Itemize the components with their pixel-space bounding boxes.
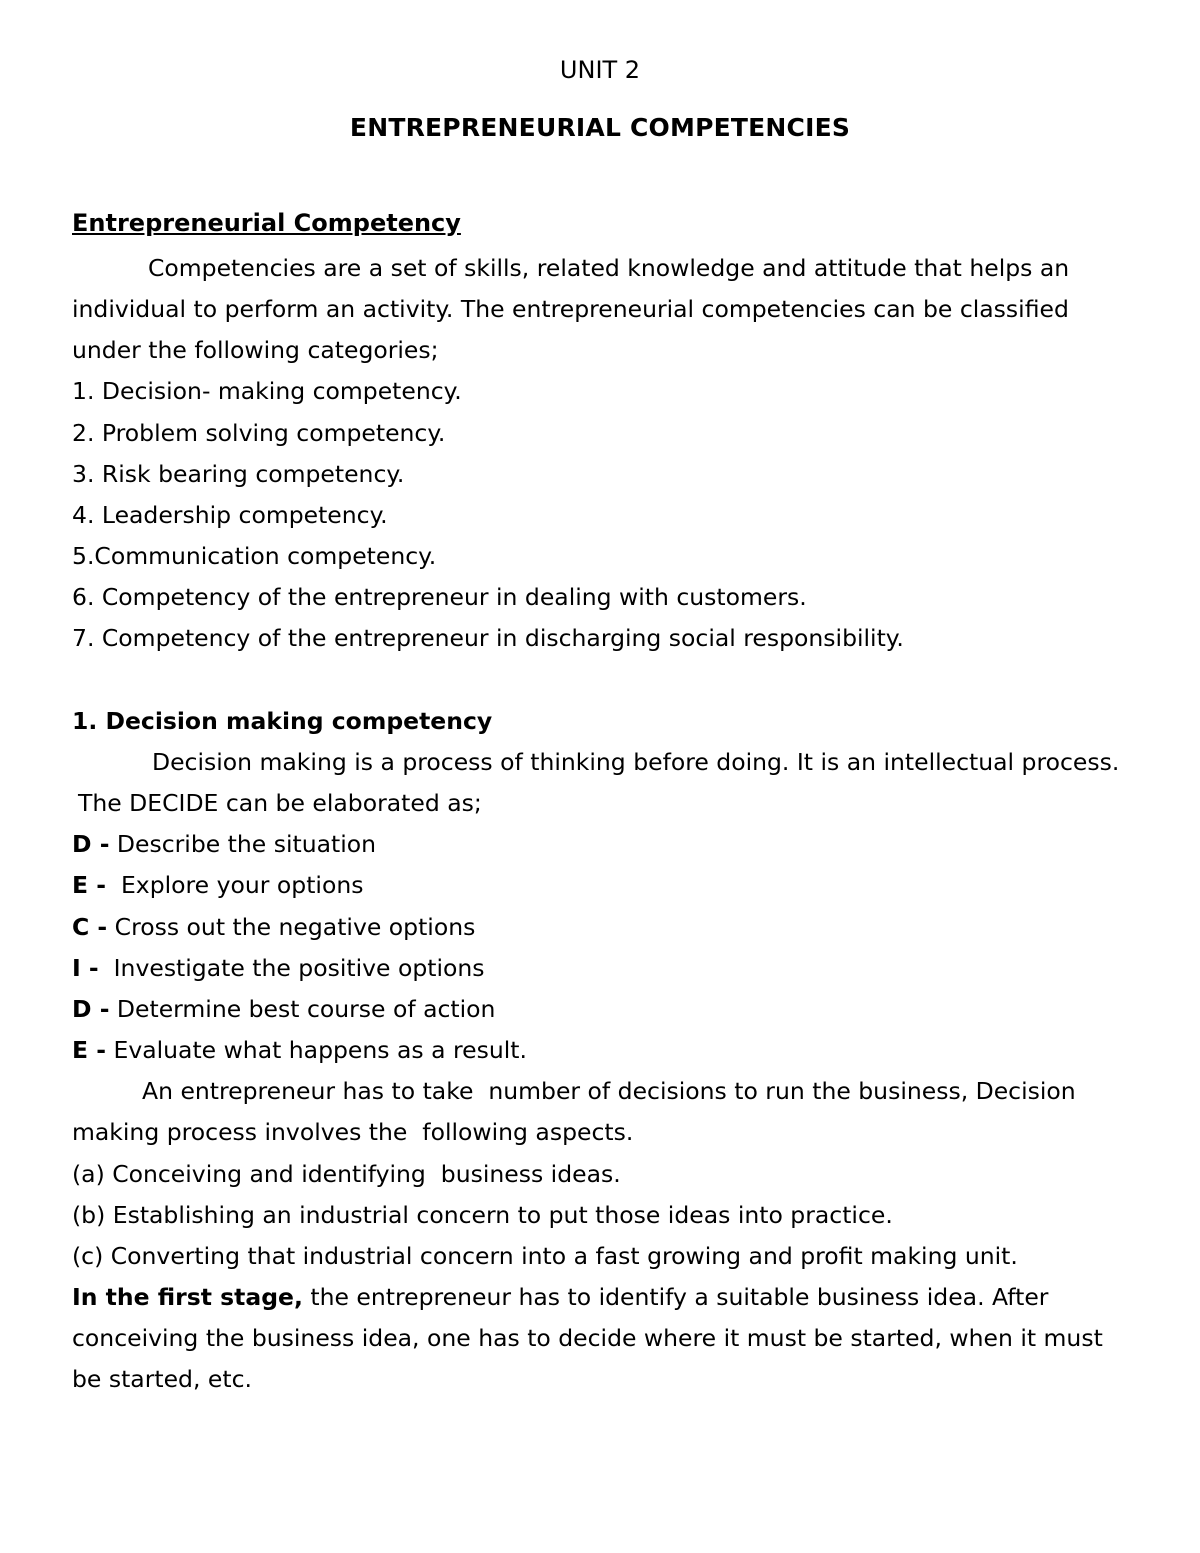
section-heading: Entrepreneurial Competency [72, 209, 461, 237]
decide-letter: D - [72, 995, 110, 1023]
intro-line: individual to perform an activity. The entrepreneurial competencies can be classified [72, 295, 1069, 323]
decide-text: Determine best course of action [109, 995, 496, 1023]
aspect-item: (c) Converting that industrial concern into a fast growing and profit making unit. [72, 1242, 1018, 1270]
decide-text: Explore your options [106, 871, 364, 899]
decide-letter: I - [72, 954, 99, 982]
first-stage-line: conceiving the business idea, one has to decide where it must be started, when it must [72, 1324, 1103, 1352]
first-stage-lead: In the first stage, [72, 1283, 303, 1311]
category-item: 6. Competency of the entrepreneur in dealing with customers. [72, 583, 807, 611]
decide-text: Describe the situation [109, 830, 377, 858]
decision-intro-line: The DECIDE can be elaborated as; [78, 789, 482, 817]
category-item: 2. Problem solving competency. [72, 419, 446, 447]
category-item: 5.Communication competency. [72, 542, 437, 570]
page-title: ENTREPRENEURIAL COMPETENCIES [349, 113, 851, 142]
decide-item [72, 829, 376, 859]
first-stage-text: the entrepreneur has to identify a suitable business idea. After [302, 1283, 1049, 1311]
decide-letter: C - [72, 913, 108, 941]
first-stage-line [72, 1282, 1048, 1312]
category-item: 7. Competency of the entrepreneur in discharging social responsibility. [72, 624, 904, 652]
decide-text: Investigate the positive options [98, 954, 485, 982]
decide-item [72, 912, 475, 942]
decide-letter: E - [72, 1036, 106, 1064]
intro-line: under the following categories; [72, 336, 439, 364]
decide-letter: D - [72, 830, 110, 858]
decide-item [72, 953, 485, 983]
unit-label: UNIT 2 [559, 56, 641, 84]
category-item: 1. Decision- making competency. [72, 377, 462, 405]
decide-item [72, 870, 363, 900]
first-stage-line: be started, etc. [72, 1365, 252, 1393]
decision-intro-line: Decision making is a process of thinking before doing. It is an intellectual process. [152, 748, 1120, 776]
aspect-item: (b) Establishing an industrial concern to put those ideas into practice. [72, 1201, 893, 1229]
decide-letter: E - [72, 871, 106, 899]
aspect-item: (a) Conceiving and identifying business ideas. [72, 1160, 621, 1188]
category-item: 4. Leadership competency. [72, 501, 388, 529]
decide-text: Evaluate what happens as a result. [106, 1036, 527, 1064]
category-item: 3. Risk bearing competency. [72, 460, 405, 488]
decide-item [72, 994, 495, 1024]
decision-heading: 1. Decision making competency [72, 707, 493, 735]
decide-text: Cross out the negative options [107, 913, 476, 941]
intro-line: Competencies are a set of skills, related knowledge and attitude that helps an [148, 254, 1070, 282]
decide-item [72, 1035, 527, 1065]
process-line: An entrepreneur has to take number of decisions to run the business, Decision [142, 1077, 1076, 1105]
process-line: making process involves the following aspects. [72, 1118, 634, 1146]
